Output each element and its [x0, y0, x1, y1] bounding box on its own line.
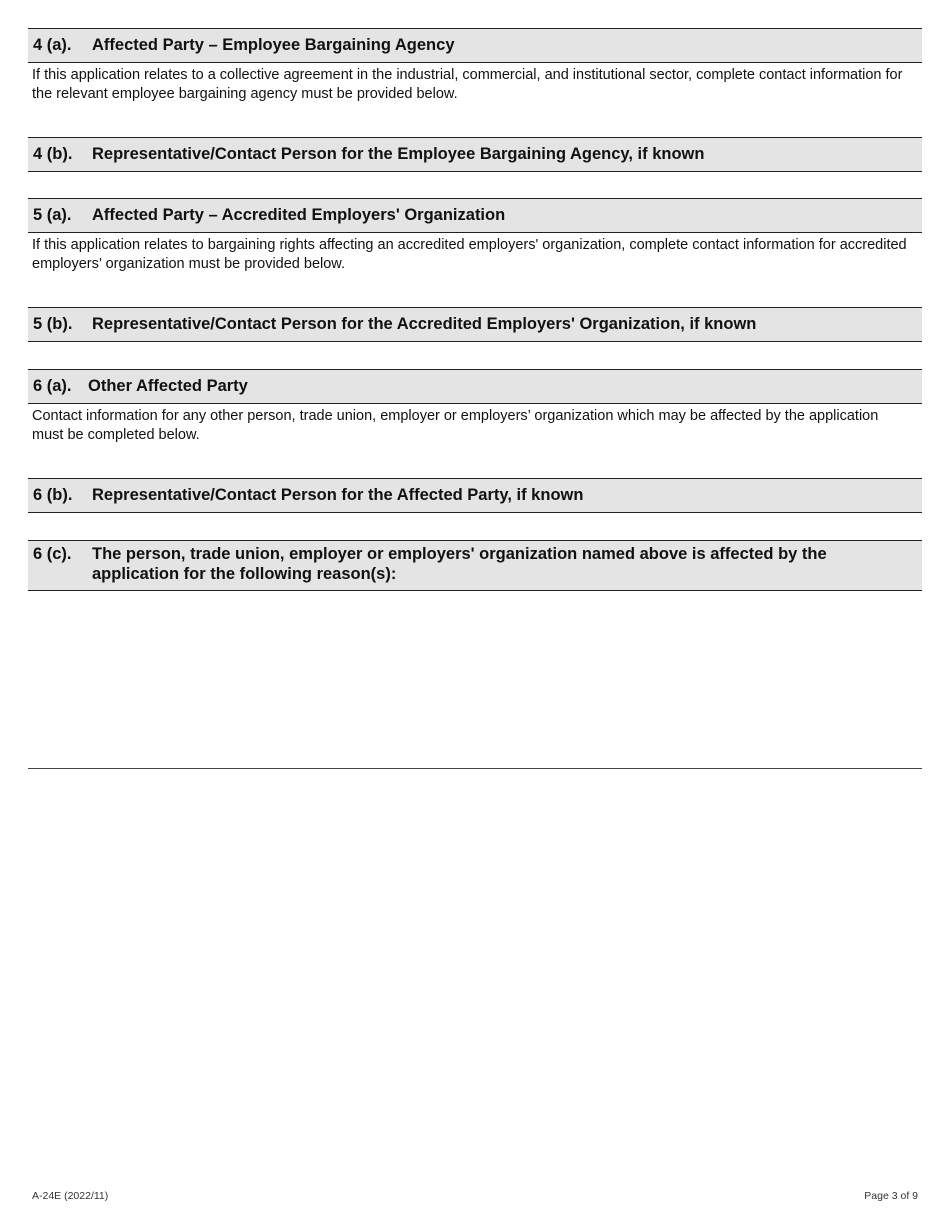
section-4a-header	[28, 28, 922, 63]
section-title: Representative/Contact Person for the Accredited Employers' Organization, if known	[92, 315, 757, 333]
section-title: The person, trade union, employer or employers' organization named above is affected by the application for the following reason(s):	[92, 545, 827, 583]
section-number: 5 (a).	[33, 206, 72, 224]
section-number: 6 (c).	[33, 545, 72, 563]
section-title: Representative/Contact Person for the Employee Bargaining Agency, if known	[92, 145, 705, 163]
section-title: Representative/Contact Person for the Affected Party, if known	[92, 486, 584, 504]
section-number: 6 (a).	[33, 377, 72, 395]
section-4a-instructions: If this application relates to a collective agreement in the industrial, commercial, and institutional sector, complete contact information for the relevant employee bargaining agency must be provided below.	[32, 67, 903, 102]
answer-area-bottom-rule	[28, 768, 922, 769]
section-6b-header	[28, 478, 922, 513]
section-6a-header	[28, 369, 922, 404]
section-5a-instructions: If this application relates to bargaining rights affecting an accredited employers' organization, complete contact information for accredited employers’ organization must be provided below.	[32, 237, 907, 272]
section-title: Affected Party – Employee Bargaining Agency	[92, 36, 455, 54]
section-number: 4 (b).	[33, 145, 73, 163]
section-4b-header	[28, 137, 922, 172]
section-title: Other Affected Party	[88, 377, 248, 395]
section-5a-header	[28, 198, 922, 233]
section-6a-instructions: Contact information for any other person, trade union, employer or employers’ organization which may be affected by the application must be completed below.	[32, 408, 879, 443]
section-6c-header	[28, 540, 922, 591]
page-number: Page 3 of 9	[864, 1190, 918, 1202]
form-code: A-24E (2022/11)	[32, 1190, 109, 1202]
section-number: 5 (b).	[33, 315, 73, 333]
section-title: Affected Party – Accredited Employers' Organization	[92, 206, 506, 224]
section-number: 4 (a).	[33, 36, 72, 54]
section-5b-header	[28, 307, 922, 342]
section-number: 6 (b).	[33, 486, 73, 504]
